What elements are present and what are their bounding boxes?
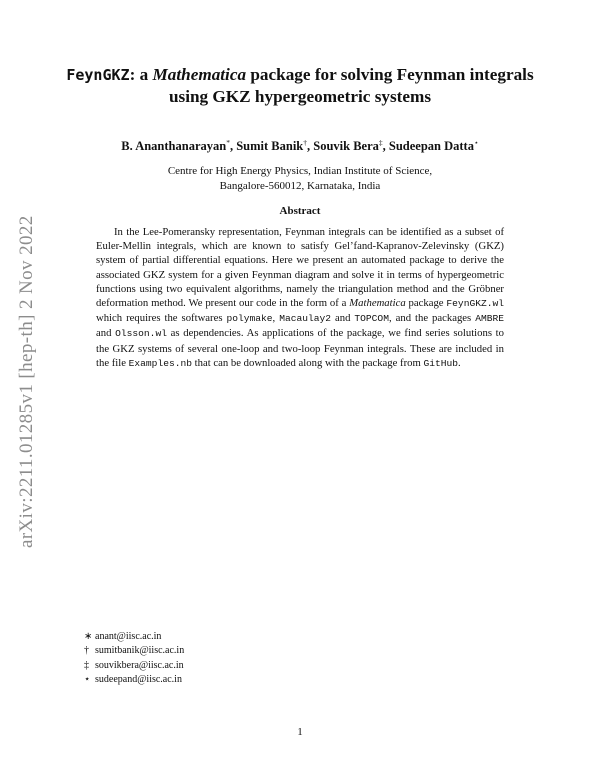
title-package-name: FeynGKZ xyxy=(66,66,130,84)
footnote-email[interactable]: sudeepand@iisc.ac.in xyxy=(95,674,182,686)
footnote-email[interactable]: sumitbanik@iisc.ac.in xyxy=(95,645,185,657)
footnote-4: ⋆ sudeepand@iisc.ac.in xyxy=(84,674,182,686)
author-3-mark: ‡ xyxy=(378,138,383,147)
abstract-body: In the Lee-Pomeransky representation, Feynman integrals can be identified as a subset of Euler-Mellin integrals, which are known to satisfy Gel’fand-Kapranov-Zelevinsky (GKZ) system of partial differential equations. Here we present an automated package to derive the associated GKZ system for a given Feynman diagram and solve it in terms of hypergeometric functions using two equivalent algorithms, namely the triangulation method and the Gröbner deformation method. We present our code in the form of a Mathematica package FeynGKZ.wl which requires the softwares polymake, Macaulay2 and TOPCOM, and the packages AMBRE and Olsson.wl as dependencies. As applications of the package, we find series solutions to the GKZ systems of several one-loop and two-loop Feynman integrals. These are included in the file Examples.nb that can be downloaded along with the package from GitHub. xyxy=(96,226,504,369)
title-software-name: Mathematica xyxy=(152,65,247,84)
abstract-code-topcom: TOPCOM xyxy=(354,313,389,325)
abstract-heading: Abstract xyxy=(279,205,321,217)
abstract-code-examples: Examples.nb xyxy=(128,357,192,369)
author-2: Sumit Banik†, xyxy=(236,138,314,153)
abstract-code-olsson: Olsson.wl xyxy=(115,328,167,340)
affiliation-line-1: Centre for High Energy Physics, Indian Institute of Science, xyxy=(167,165,433,177)
author-3: Souvik Bera‡, xyxy=(313,138,389,153)
footnote-3: ‡ souvikbera@iisc.ac.in xyxy=(84,659,184,671)
abstract-code-github: GitHub xyxy=(423,357,459,369)
affiliation xyxy=(100,164,500,193)
author-1: B. Ananthanarayan*, xyxy=(121,138,237,153)
abstract-code-polymake: polymake xyxy=(226,313,273,325)
author-4-mark: ⋆ xyxy=(473,138,479,147)
footnote-2: † sumitbanik@iisc.ac.in xyxy=(84,645,185,657)
footnote-email[interactable]: anant@iisc.ac.in xyxy=(95,631,162,642)
arxiv-identifier-stamp: arXiv:2211.01285v1 [hep-th] 2 Nov 2022 xyxy=(16,215,37,548)
footnotes xyxy=(84,630,184,688)
abstract-code-macaulay2: Macaulay2 xyxy=(279,313,332,325)
abstract-code-ambre: AMBRE xyxy=(475,313,504,325)
author-1-mark: * xyxy=(226,138,230,147)
paper-title xyxy=(60,64,540,108)
title-rest: package for solving Feynman integrals using GKZ hypergeometric systems xyxy=(168,65,534,106)
page-number: 1 xyxy=(297,726,303,738)
author-list xyxy=(60,138,540,154)
abstract-code-feyngkz: FeynGKZ.wl xyxy=(446,298,504,310)
author-2-mark: † xyxy=(303,138,307,147)
footnote-email[interactable]: souvikbera@iisc.ac.in xyxy=(95,659,184,671)
title-connector: : a xyxy=(129,65,153,84)
abstract-mathematica: Mathematica xyxy=(349,297,406,310)
author-4: Sudeepan Datta⋆ xyxy=(388,138,479,153)
footnote-1: ∗ anant@iisc.ac.in xyxy=(84,631,162,642)
affiliation-line-2: Bangalore-560012, Karnataka, India xyxy=(219,179,381,192)
